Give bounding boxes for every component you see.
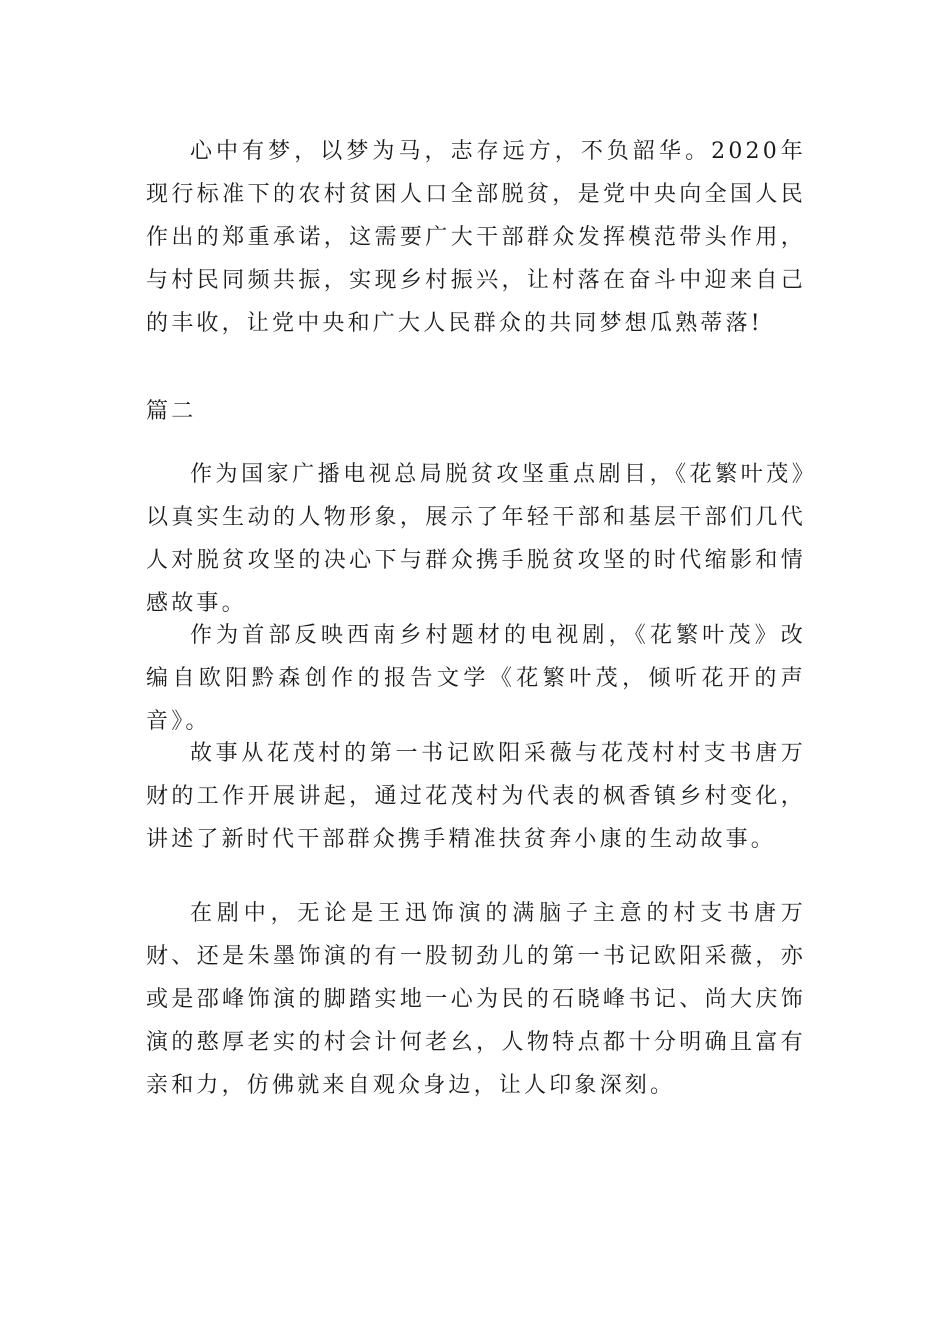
paragraph-block-5 [146,892,806,1107]
paragraph-5: 在剧中，无论是王迅饰演的满脑子主意的村支书唐万财、还是朱墨饰演的有一股韧劲儿的第一书记欧阳采薇，亦或是邵峰饰演的脚踏实地一心为民的石晓峰书记、尚大庆饰演的憨厚老实的村会计何老幺，人物特点都十分明确且富有亲和力，仿佛就来自观众身边，让人印象深刻。 [146,901,806,1098]
heading-block [146,390,806,433]
paragraph-1: 心中有梦，以梦为马，志存远方，不负韶华。2020年现行标准下的农村贫困人口全部脱贫，是党中央向全国人民作出的郑重承诺，这需要广大干部群众发挥模范带头作用，与村民同频共振，实现乡村振兴，让村落在奋斗中迎来自己的丰收，让党中央和广大人民群众的共同梦想瓜熟蒂落! [146,139,806,336]
paragraph-3: 作为首部反映西南乡村题材的电视剧，《花繁叶茂》改编自欧阳黔森创作的报告文学《花繁叶茂，倾听花开的声音》。 [146,623,806,734]
paragraph-block-2 [146,453,806,625]
paragraph-2: 作为国家广播电视总局脱贫攻坚重点剧目，《花繁叶茂》以真实生动的人物形象，展示了年轻干部和基层干部们几代人对脱贫攻坚的决心下与群众携手脱贫攻坚的时代缩影和情感故事。 [146,462,806,616]
paragraph-4: 故事从花茂村的第一书记欧阳采薇与花茂村村支书唐万财的工作开展讲起，通过花茂村为代表的枫香镇乡村变化，讲述了新时代干部群众携手精准扶贫奔小康的生动故事。 [146,741,806,852]
paragraph-block-3 [146,614,806,743]
paragraph-block-1 [146,130,806,345]
paragraph-block-4 [146,732,806,861]
section-heading: 篇二 [146,399,197,424]
